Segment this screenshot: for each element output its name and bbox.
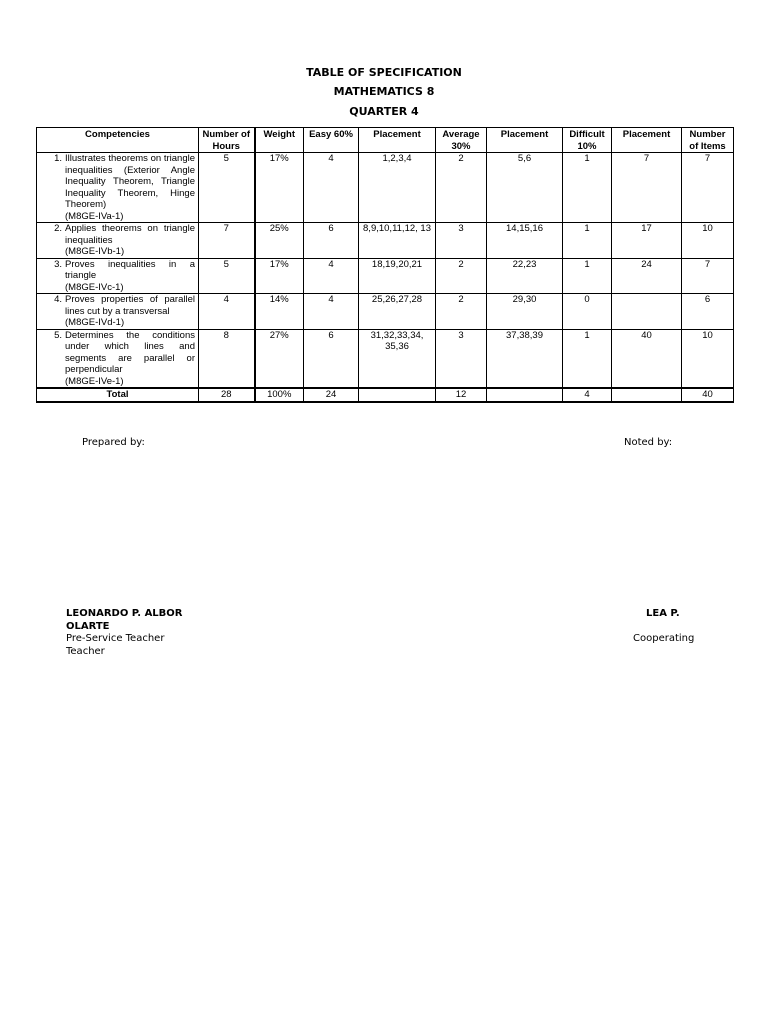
- total-average: 12: [436, 388, 487, 402]
- average-cell: 2: [436, 258, 487, 294]
- items-cell: 6: [682, 294, 734, 330]
- easy-placement-cell: 1,2,3,4: [359, 153, 436, 223]
- hours-cell: 7: [199, 223, 255, 259]
- hours-cell: 8: [199, 329, 255, 388]
- competency-cell: [37, 294, 199, 330]
- competency-code: (M8GE-IVb-1): [65, 246, 125, 257]
- hours-cell: 4: [199, 294, 255, 330]
- col-header: Average 30%: [436, 128, 487, 153]
- competency-text: Proves properties of parallel lines cut by a transversal: [65, 294, 195, 317]
- difficult-cell: 1: [563, 258, 612, 294]
- difficult-cell: 0: [563, 294, 612, 330]
- difficult-placement-cell: 17: [612, 223, 682, 259]
- hours-cell: 5: [199, 153, 255, 223]
- easy-cell: 4: [304, 258, 359, 294]
- average-cell: 2: [436, 153, 487, 223]
- preparer-name-line1: LEONARDO P. ALBOR: [66, 608, 183, 619]
- items-cell: 7: [682, 258, 734, 294]
- items-cell: 10: [682, 223, 734, 259]
- preparer-name-line2: OLARTE: [66, 620, 110, 632]
- weight-cell: 25%: [255, 223, 304, 259]
- weight-cell: 17%: [255, 153, 304, 223]
- table-row: [37, 153, 734, 223]
- competency-code: (M8GE-IVe-1): [65, 375, 124, 387]
- col-header: Difficult 10%: [563, 128, 612, 153]
- specification-table: [36, 127, 734, 403]
- competency-code: (M8GE-IVc-1): [65, 281, 124, 293]
- row-number: 1.: [54, 153, 62, 164]
- preparer-role-line2: Teacher: [66, 645, 105, 657]
- difficult-placement-cell: [612, 294, 682, 330]
- row-number: 4.: [54, 294, 62, 305]
- average-cell: 3: [436, 223, 487, 259]
- average-placement-cell: 29,30: [487, 294, 563, 330]
- hours-cell: 5: [199, 258, 255, 294]
- noter-role: Cooperating: [633, 633, 695, 644]
- weight-cell: 14%: [255, 294, 304, 330]
- col-header: Number of Items: [682, 128, 734, 153]
- doc-title: TABLE OF SPECIFICATION: [306, 66, 462, 79]
- prepared-by-label: Prepared by:: [82, 437, 145, 448]
- weight-cell: 27%: [255, 329, 304, 388]
- average-placement-cell: 14,15,16: [487, 223, 563, 259]
- noter-name-text: LEA P.: [646, 608, 680, 619]
- difficult-placement-cell: 24: [612, 258, 682, 294]
- table-row: [37, 294, 734, 330]
- col-header: Competencies: [37, 128, 199, 153]
- doc-subject: MATHEMATICS 8: [333, 85, 435, 98]
- competency-cell: [37, 153, 199, 223]
- competency-text: Illustrates theorems on triangle inequalities (Exterior Angle Inequality Theorem, Triangle Inequality Theorem, Hinge Theorem): [65, 153, 195, 210]
- total-row: [37, 388, 734, 402]
- average-placement-cell: 5,6: [487, 153, 563, 223]
- competency-cell: [37, 329, 199, 388]
- table-row: [37, 329, 734, 388]
- competency-cell: [37, 258, 199, 294]
- easy-placement-cell: 8,9,10,11,12, 13: [359, 223, 436, 259]
- table-row: [37, 223, 734, 259]
- row-number: 2.: [54, 223, 62, 234]
- total-weight: 100%: [255, 388, 304, 402]
- easy-cell: 4: [304, 294, 359, 330]
- items-cell: 7: [682, 153, 734, 223]
- total-label: Total: [37, 388, 199, 402]
- competency-cell: [37, 223, 199, 259]
- table-row: [37, 258, 734, 294]
- items-cell: 10: [682, 329, 734, 388]
- easy-cell: 6: [304, 223, 359, 259]
- easy-placement-cell: 25,26,27,28: [359, 294, 436, 330]
- row-number: 5.: [54, 329, 62, 341]
- total-hours: 28: [199, 388, 255, 402]
- competency-text: Determines the conditions under which lines and segments are parallel or perpendicular: [65, 329, 195, 375]
- doc-quarter: QUARTER 4: [349, 105, 419, 118]
- col-header: Weight: [255, 128, 304, 153]
- average-cell: 2: [436, 294, 487, 330]
- competency-text: Proves inequalities in a triangle: [65, 258, 195, 281]
- row-number: 3.: [54, 258, 62, 270]
- total-easy-placement: [359, 388, 436, 402]
- weight-cell: 17%: [255, 258, 304, 294]
- col-header: Placement: [612, 128, 682, 153]
- col-header: Easy 60%: [304, 128, 359, 153]
- competency-code: (M8GE-IVd-1): [65, 317, 125, 328]
- difficult-cell: 1: [563, 223, 612, 259]
- preparer-block: [66, 608, 183, 658]
- col-header: Placement: [359, 128, 436, 153]
- difficult-placement-cell: 40: [612, 329, 682, 388]
- total-items: 40: [682, 388, 734, 402]
- easy-cell: 6: [304, 329, 359, 388]
- col-header: Placement: [487, 128, 563, 153]
- average-placement-cell: 22,23: [487, 258, 563, 294]
- total-difficult-placement: [612, 388, 682, 402]
- col-header: Number of Hours: [199, 128, 255, 153]
- total-difficult: 4: [563, 388, 612, 402]
- total-easy: 24: [304, 388, 359, 402]
- table-header-row: [37, 128, 734, 153]
- average-placement-cell: 37,38,39: [487, 329, 563, 388]
- noted-by-label: Noted by:: [624, 437, 673, 448]
- difficult-placement-cell: 7: [612, 153, 682, 223]
- noter-name: [646, 608, 680, 621]
- difficult-cell: 1: [563, 329, 612, 388]
- easy-cell: 4: [304, 153, 359, 223]
- preparer-role-line1: Pre-Service Teacher: [66, 633, 165, 644]
- total-average-placement: [487, 388, 563, 402]
- average-cell: 3: [436, 329, 487, 388]
- easy-placement-cell: 18,19,20,21: [359, 258, 436, 294]
- competency-code: (M8GE-IVa-1): [65, 210, 124, 222]
- competency-text: Applies theorems on triangle inequalities: [65, 223, 195, 246]
- difficult-cell: 1: [563, 153, 612, 223]
- easy-placement-cell: 31,32,33,34, 35,36: [359, 329, 436, 388]
